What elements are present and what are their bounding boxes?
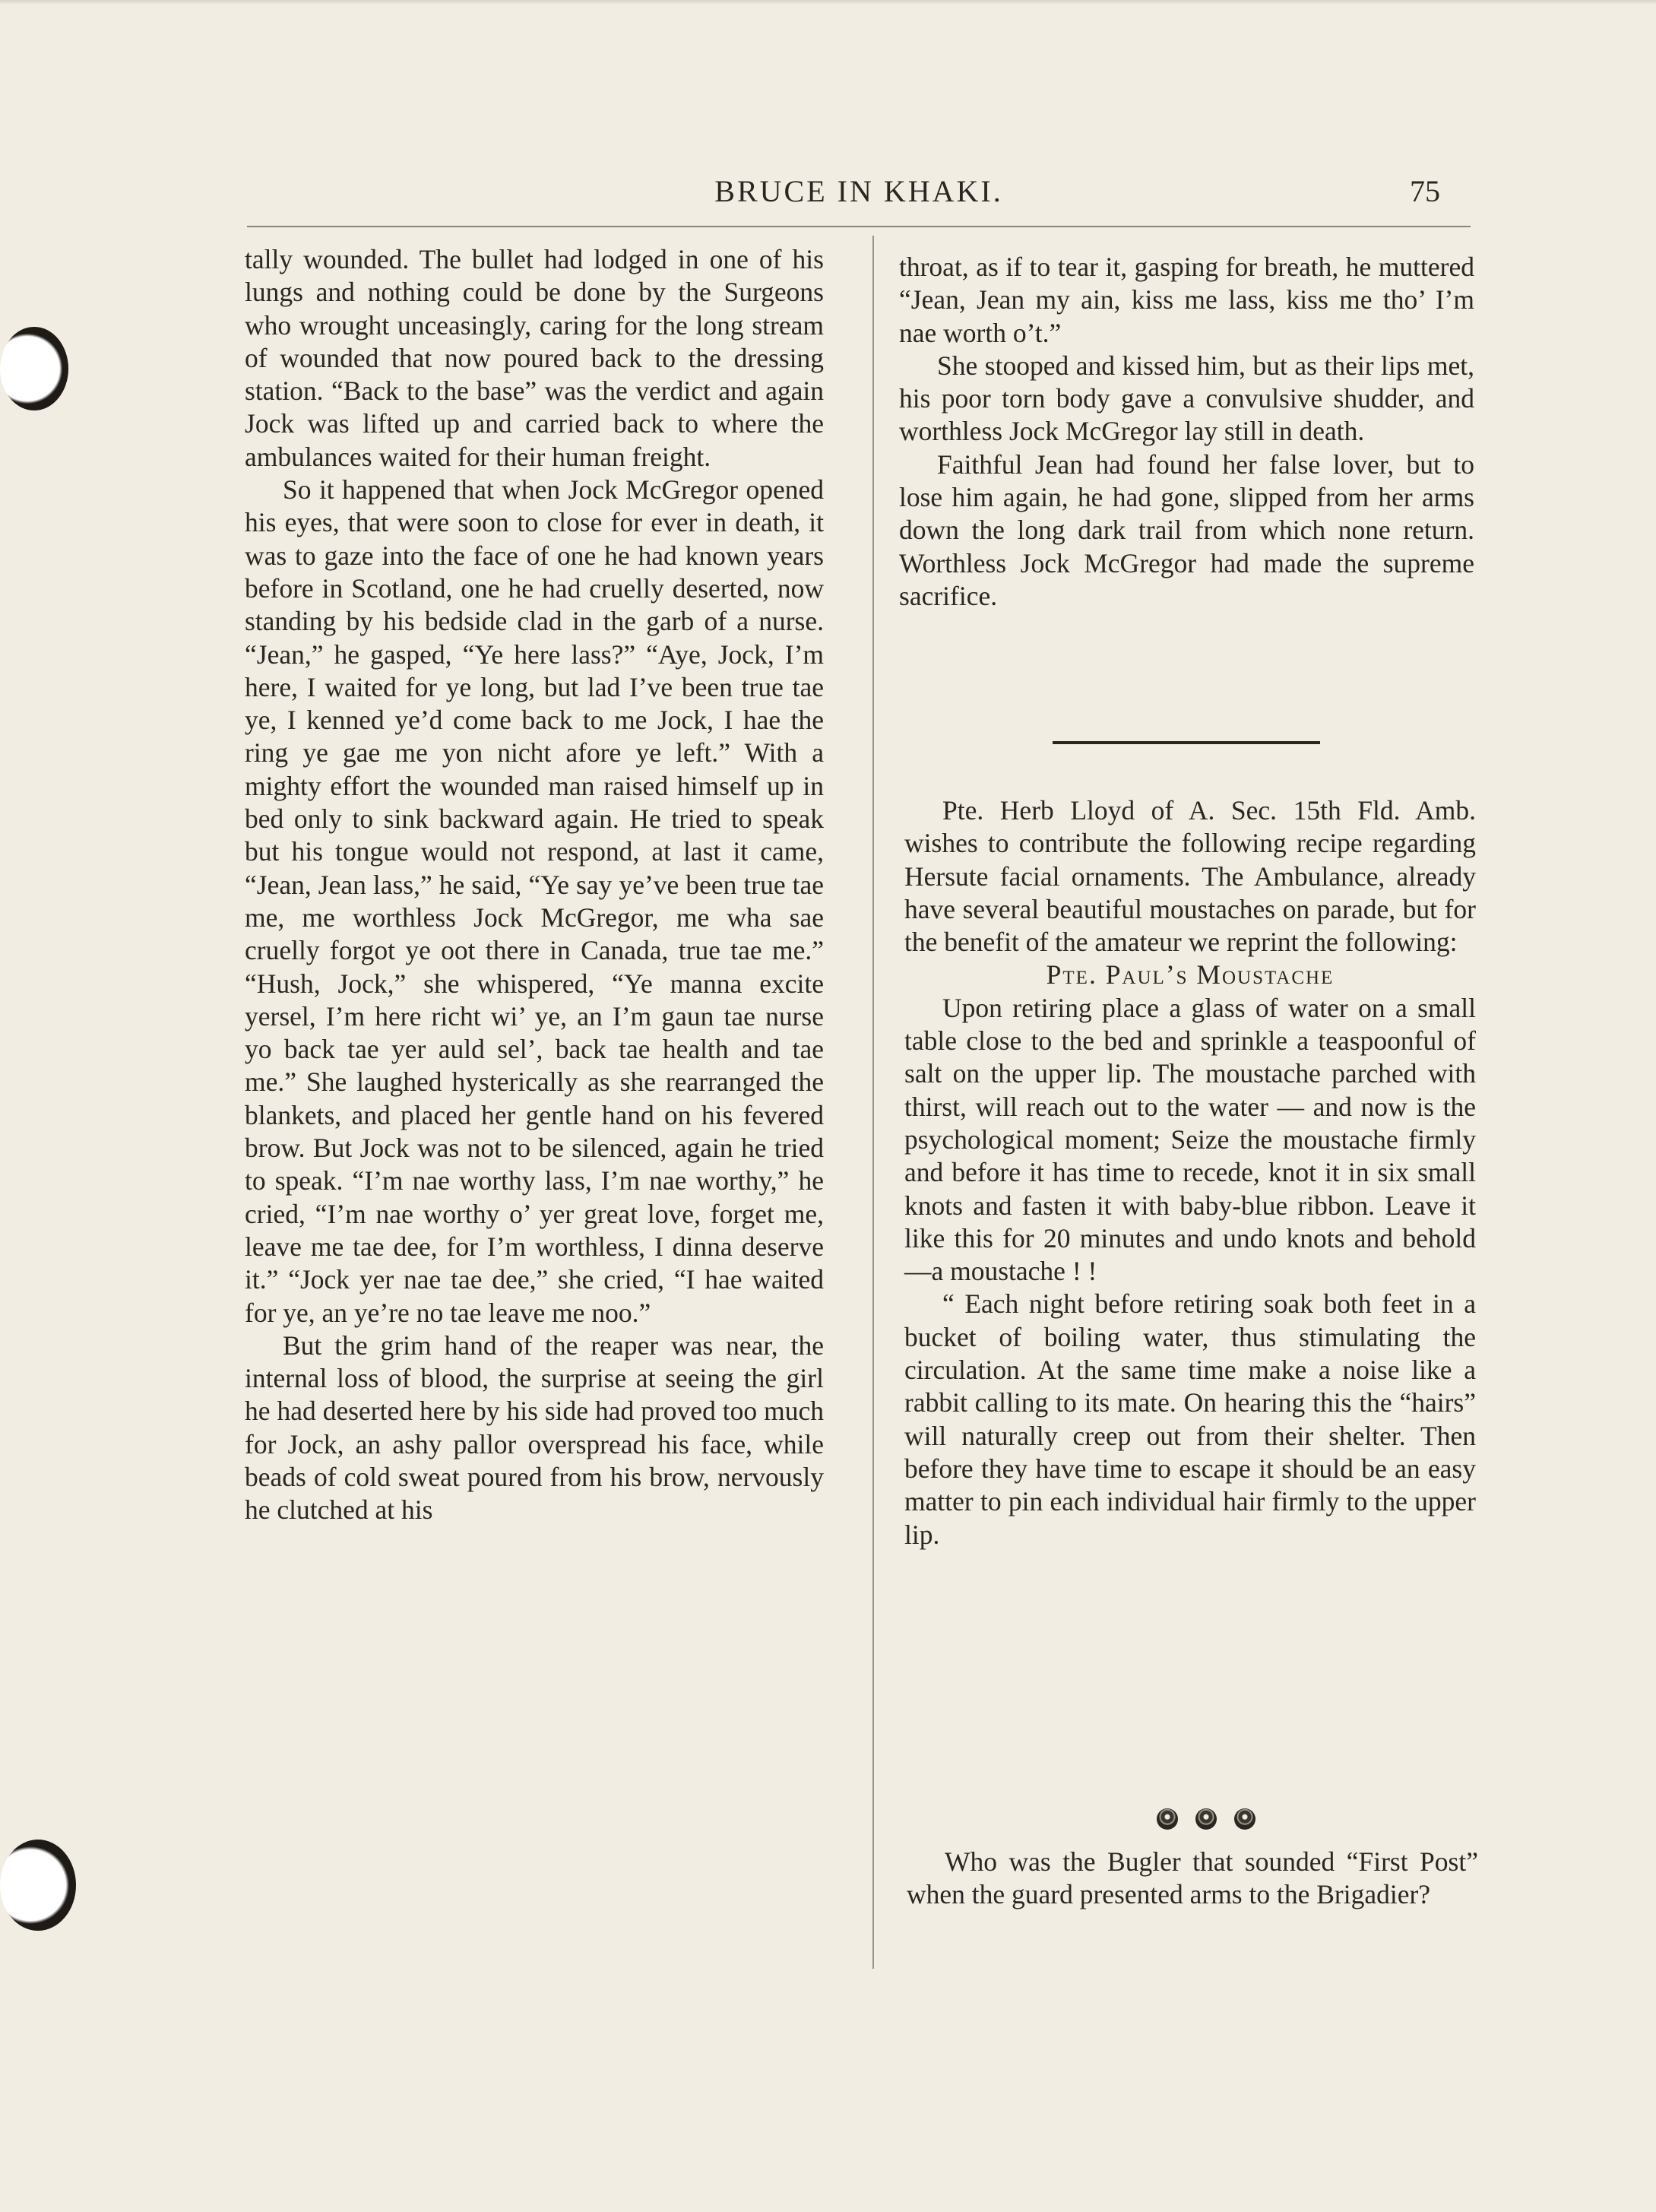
recipe-intro: Pte. Herb Lloyd of A. Sec. 15th Fld. Amb. wishes to contribute the following recipe regarding Hersute facial ornaments. The Ambulance, already have several beautiful moustaches on parade, but for the benefit of the amateur we reprint the following: [904, 795, 1476, 958]
page-header [247, 169, 1471, 230]
section-divider [1053, 741, 1320, 744]
ornament-dot-icon [1234, 1808, 1255, 1830]
page-top-edge [0, 0, 1656, 5]
right-column-recipe [904, 794, 1476, 1551]
page-number: 75 [1410, 174, 1440, 208]
punch-hole-top [0, 327, 68, 410]
ornament-dots [1157, 1806, 1255, 1832]
right-column-story [899, 251, 1474, 613]
left-paragraph-1: tally wounded. The bullet had lodged in one of his lungs and nothing could be done by the Surgeons who wrought unceasingly, caring for the long stream of wounded that now poured back to the dressing station. “Back to the base” was the verdict and again Jock was lifted up and carried back to where the ambulances waited for their human freight. [245, 244, 824, 472]
left-paragraph-2: So it happened that when Jock McGregor opened his eyes, that were soon to close for ever in death, it was to gaze into the face of one he had known years before in Scotland, one he had cruelly deserted, now standing by his bedside clad in the garb of a nurse. “Jean,” he gasped, “Ye here lass?” “Aye, Jock, I’m here, I waited for ye long, but lad I’ve been true tae ye, I kenned ye’d come back to me Jock, I hae the ring ye gae me yon nicht afore ye left.” With a mighty effort the wounded man raised himself up in bed only to sink backward again. He tried to speak but his tongue would not respond, at last it came, “Jean, Jean lass,” he said, “Ye say ye’ve been true tae me, me worthless Jock McGregor, me wha sae cruelly forgot ye oot there in Canada, true tae me.” “Hush, Jock,” she whispered, “Ye manna excite yersel, I’m here richt wi’ ye, an I’m gaun tae nurse yo back tae yer auld sel’, back tae health and tae me.” She laughed hysterically as she rearranged the blankets, and placed her gentle hand on his fevered brow. But Jock was not to be silenced, again he tried to speak. “I’m nae worthy lass, I’m nae worthy,” he cried, “I’m nae worthy o’ yer great love, forget me, leave me tae dee, for I’m worthless, I dinna deserve it.” “Jock yer nae tae dee,” she cried, “I hae waited for ye, an ye’re no tae leave me noo.” [245, 474, 824, 1328]
ornament-dot-icon [1157, 1808, 1178, 1830]
left-column [245, 243, 824, 1527]
recipe-heading: Pte. Paul’s Moustache [1046, 959, 1335, 990]
recipe-paragraph-1: Upon retiring place a glass of water on a small table close to the bed and sprinkle a teaspoonful of salt on the upper lip. The moustache parched with thirst, will reach out to the water — and now is the psychological moment; Seize the moustache firmly and before it has time to recede, knot it in six small knots and fasten it with baby-blue ribbon. Leave it like this for 20 minutes and undo knots and behold—a moustache ! ! [904, 992, 1476, 1287]
header-rule [247, 226, 1471, 227]
column-divider-rule [872, 236, 874, 1969]
right-paragraph-2: She stooped and kissed him, but as their lips met, his poor torn body gave a convulsive shudder, and worthless Jock McGregor lay still in death. [899, 350, 1474, 447]
running-title: BRUCE IN KHAKI. [714, 174, 1003, 208]
bugler-question: Who was the Bugler that sounded “First Post” when the guard presented arms to the Brigadier? [907, 1846, 1478, 1910]
punch-hole-bottom [0, 1840, 76, 1931]
right-paragraph-1: throat, as if to tear it, gasping for breath, he muttered “Jean, Jean my ain, kiss me lass, kiss me tho’ I’m nae worth o’t.” [899, 252, 1474, 348]
ornament-dot-icon [1195, 1808, 1217, 1830]
recipe-paragraph-2: “ Each night before retiring soak both feet in a bucket of boiling water, thus stimulating the circulation. At the same time make a noise like a rabbit calling to its mate. On hearing this the “hairs” will naturally creep out from their shelter. Then before they have time to escape it should be an easy matter to pin each individual hair firmly to the upper lip. [904, 1288, 1476, 1550]
right-paragraph-3: Faithful Jean had found her false lover, but to lose him again, he had gone, slipped from her arms down the long dark trail from which none return. Worthless Jock McGregor had made the supreme sacrifice. [899, 448, 1474, 611]
left-paragraph-3: But the grim hand of the reaper was near, the internal loss of blood, the surprise at seeing the girl he had deserted here by his side had proved too much for Jock, an ashy pallor overspread his face, while beads of cold sweat poured from his brow, nervously he clutched at his [245, 1329, 824, 1526]
